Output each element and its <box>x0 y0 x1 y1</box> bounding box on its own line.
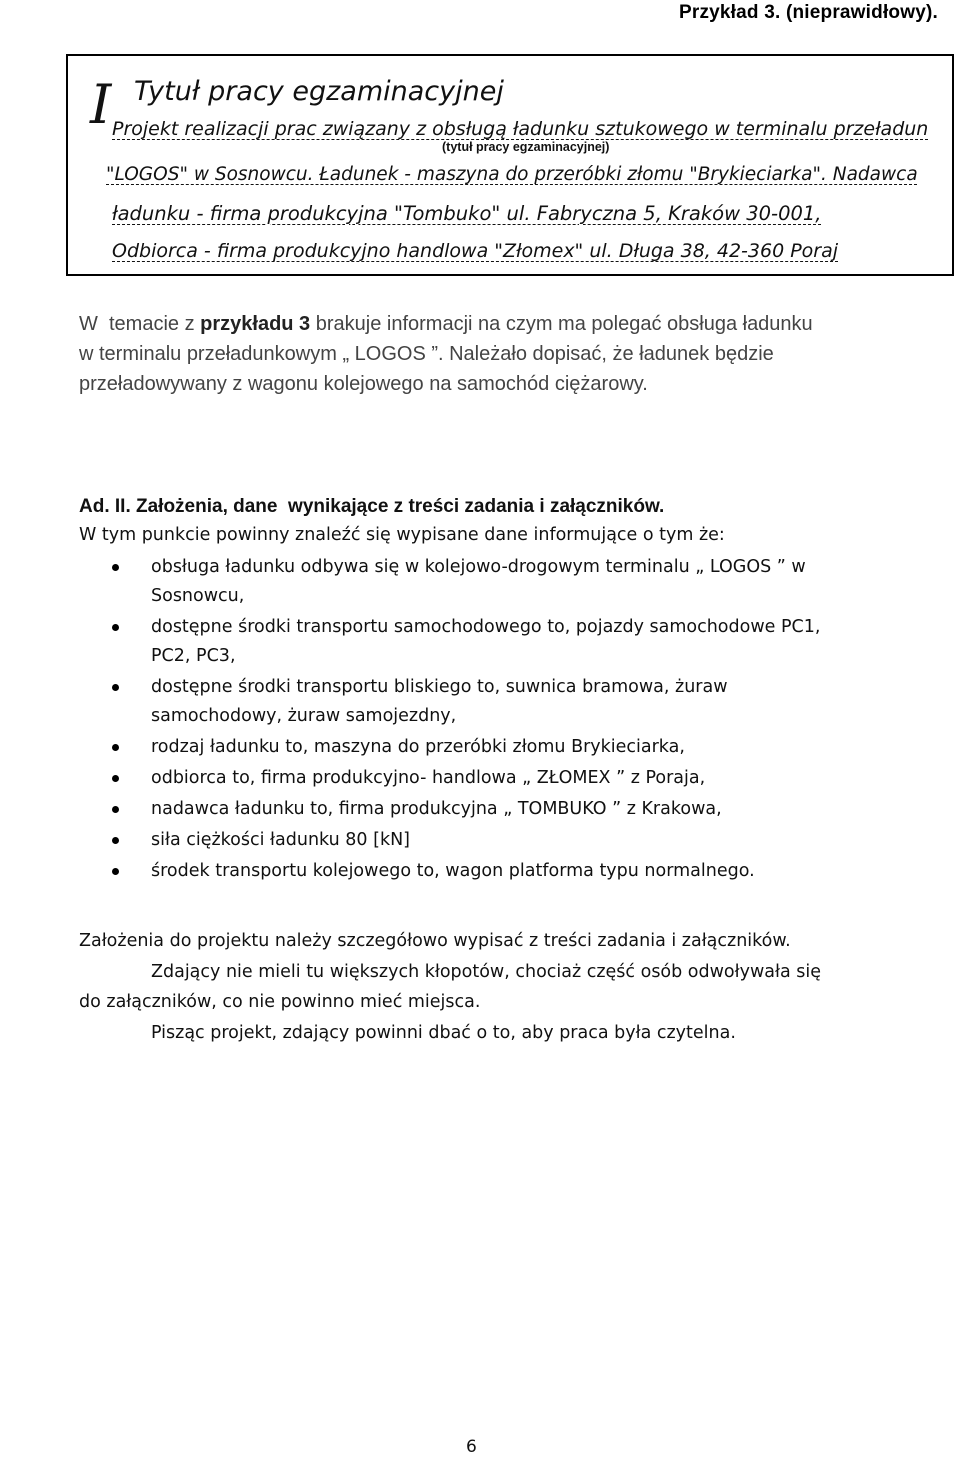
handwritten-title-box <box>66 54 954 276</box>
closing-paragraph-2-line-2: do załączników, co nie powinno mieć miejsca. <box>79 992 481 1012</box>
list-item-line: odbiorca to, firma produkcyjno- handlowa „ ZŁOMEX ” z Poraja, <box>151 768 706 788</box>
handwritten-line-2: Projekt realizacji prac związany z obsługą ładunku sztukowego w terminalu przeładun <box>112 118 929 140</box>
list-item-line: samochodowy, żuraw samojezdny, <box>151 706 457 726</box>
list-item <box>112 733 820 762</box>
comment-line-2: w terminalu przeładunkowym „ LOGOS ”. Należało dopisać, że ładunek będzie <box>79 343 774 365</box>
list-item-line: dostępne środki transportu bliskiego to, suwnica bramowa, żuraw <box>151 677 728 697</box>
handwritten-line-5: Odbiorca - firma produkcyjno handlowa "Złomex" ul. Długa 38, 42-360 Poraj <box>112 240 839 262</box>
list-item-text <box>151 613 820 671</box>
list-item <box>112 553 820 611</box>
list-item-line: środek transportu kolejowego to, wagon platforma typu normalnego. <box>151 861 755 881</box>
list-item <box>112 795 820 824</box>
bullet-icon <box>112 806 119 813</box>
list-item-line: Sosnowcu, <box>151 586 245 606</box>
list-item-text <box>151 733 820 762</box>
list-item <box>112 613 820 671</box>
closing-paragraph-3: Pisząc projekt, zdający powinni dbać o to, aby praca była czytelna. <box>151 1023 736 1043</box>
closing-paragraph-2-line-1: Zdający nie mieli tu większych kłopotów, chociaż część osób odwoływała się <box>151 962 822 982</box>
comment-line-1-start: W temacie z <box>79 313 201 335</box>
list-item-text <box>151 673 820 731</box>
comment-line-3: przeładowywany z wagonu kolejowego na samochód ciężarowy. <box>79 373 648 395</box>
closing-paragraph-1: Założenia do projektu należy szczegółowo wypisać z treści zadania i załączników. <box>79 931 791 951</box>
list-item-line: siła ciężkości ładunku 80 [kN] <box>151 830 411 850</box>
comment-line-1 <box>79 309 944 339</box>
list-item <box>112 764 820 793</box>
list-item <box>112 826 820 855</box>
list-item-text <box>151 553 820 611</box>
bullet-icon <box>112 564 119 571</box>
list-item-text <box>151 857 820 886</box>
bullet-icon <box>112 744 119 751</box>
comment-paragraph <box>79 309 944 399</box>
list-item-text <box>151 826 820 855</box>
handwritten-line-4: ładunku - firma produkcyjna "Tombuko" ul. Fabryczna 5, Kraków 30-001, <box>112 202 822 225</box>
bullet-icon <box>112 868 119 875</box>
page-header-title: Przykład 3. (nieprawidłowy). <box>678 2 938 23</box>
bullet-icon <box>112 837 119 844</box>
list-item-line: nadawca ładunku to, firma produkcyjna „ TOMBUKO ” z Krakowa, <box>151 799 722 819</box>
printed-caption: (tytuł pracy egzaminacyjnej) <box>442 140 610 154</box>
comment-emphasis: przykładu 3 <box>200 313 311 335</box>
handwritten-line-1: Tytuł pracy egzaminacyjnej <box>134 76 504 107</box>
bullet-icon <box>112 624 119 631</box>
list-item <box>112 857 820 886</box>
list-item-text <box>151 795 820 824</box>
handwritten-line-3: "LOGOS" w Sosnowcu. Ładunek - maszyna do przeróbki złomu "Brykieciarka". Nadawca <box>106 164 918 185</box>
bullet-icon <box>112 775 119 782</box>
list-item <box>112 673 820 731</box>
list-item-text <box>151 764 820 793</box>
handwritten-roman-numeral: I <box>90 73 112 136</box>
list-item-line: PC2, PC3, <box>151 646 236 666</box>
assumptions-list <box>112 553 820 888</box>
list-item-line: rodzaj ładunku to, maszyna do przeróbki złomu Brykieciarka, <box>151 737 685 757</box>
list-item-line: obsługa ładunku odbywa się w kolejowo-drogowym terminalu „ LOGOS ” w <box>151 557 806 577</box>
comment-line-1-end: brakuje informacji na czym ma polegać obsługa ładunku <box>310 313 813 335</box>
bullet-icon <box>112 684 119 691</box>
page-number: 6 <box>466 1437 477 1457</box>
section-intro: W tym punkcie powinny znaleźć się wypisane dane informujące o tym że: <box>79 525 725 545</box>
list-item-line: dostępne środki transportu samochodowego to, pojazdy samochodowe PC1, <box>151 617 821 637</box>
section-heading: Ad. II. Założenia, dane wynikające z treści zadania i załączników. <box>79 496 665 517</box>
